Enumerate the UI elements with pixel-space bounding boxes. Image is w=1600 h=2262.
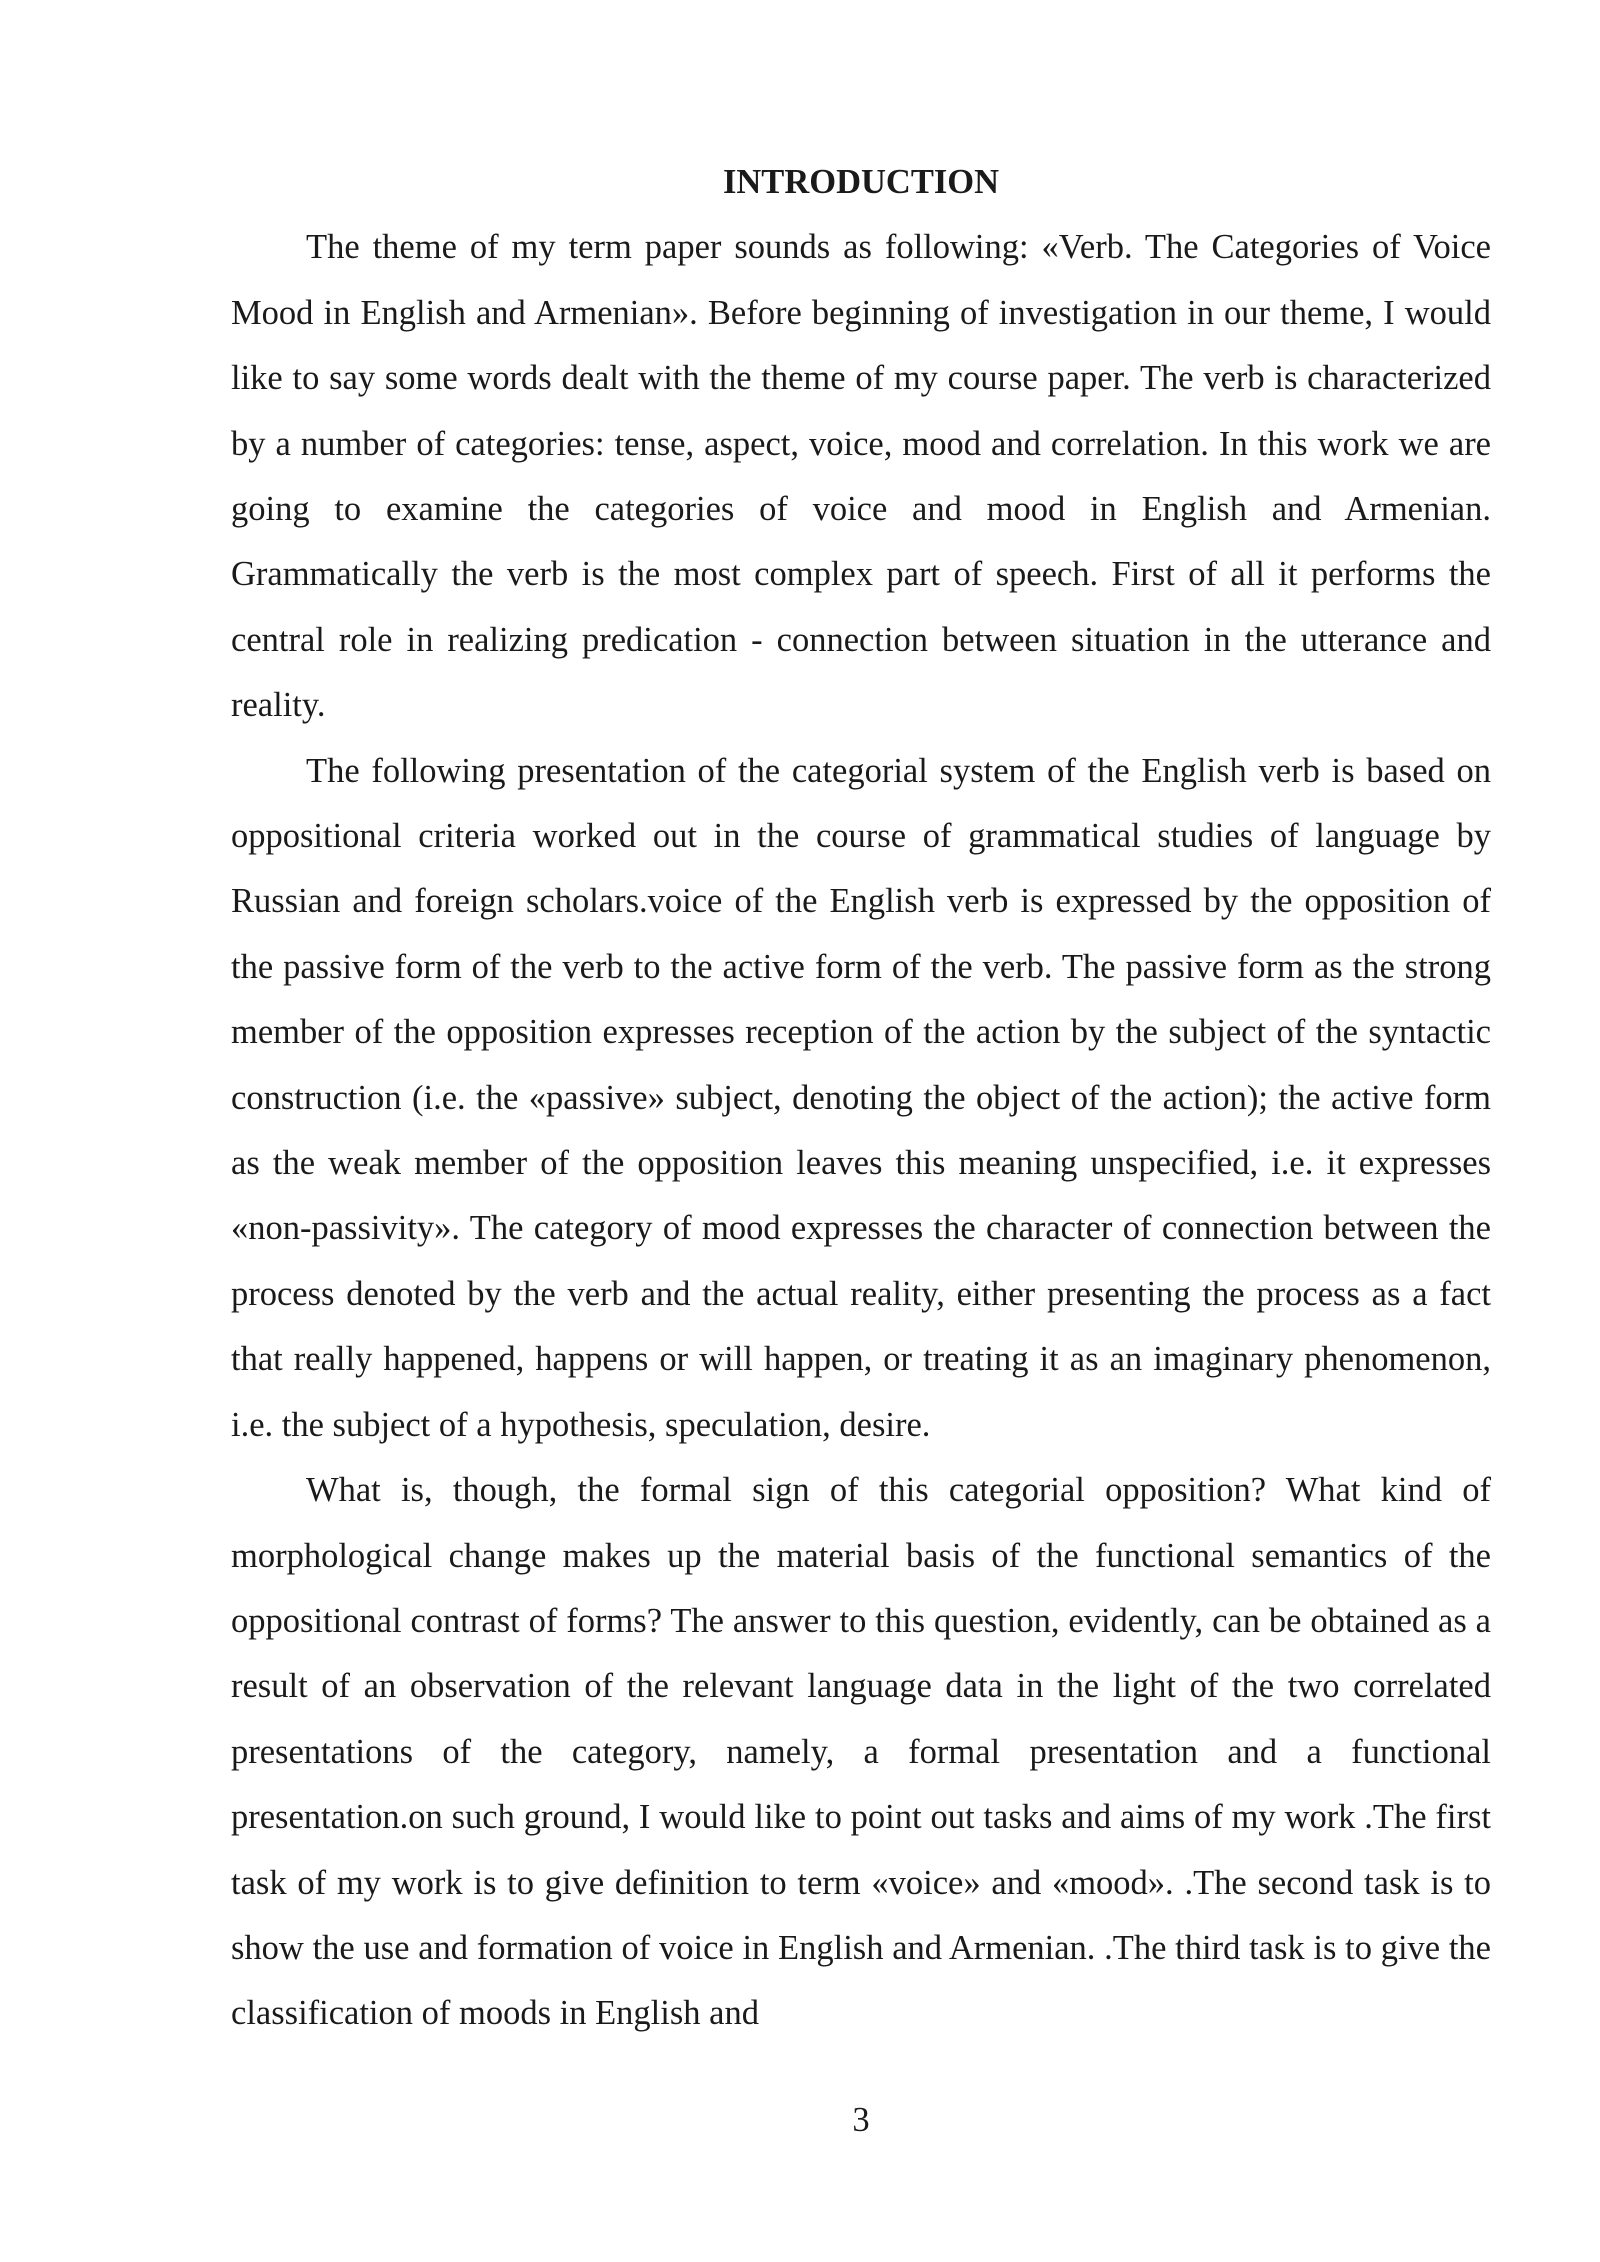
paragraph-2: The following presentation of the categorial system of the English verb is based on oppositional criteria worked out in the course of grammatical studies of language by Russian and foreign scholars.voice of the English verb is expressed by the opposition of the passive form of the verb to the active form of the verb. The passive form as the strong member of the opposition expresses reception of the action by the subject of the syntactic construction (i.e. the «passive» subject, denoting the object of the action); the active form as the weak member of the opposition leaves this meaning unspecified, i.e. it expresses «non-passivity». The category of mood expresses the character of connection between the process denoted by the verb and the actual reality, either presenting the process as a fact that really happened, happens or will happen, or treating it as an imaginary phenomenon, i.e. the subject of a hypothesis, speculation, desire. — [231, 751, 1491, 1444]
paragraph-1: The theme of my term paper sounds as following: «Verb. The Categories of Voice Mood in English and Armenian». Before beginning of investigation in our theme, I would like to say some words dealt with the theme of my course paper. The verb is characterized by a number of categories: tense, aspect, voice, mood and correlation. In this work we are going to examine the categories of voice and mood in English and Armenian. Grammatically the verb is the most complex part of speech. First of all it performs the central role in realizing predication - connection between situation in the utterance and reality. — [231, 228, 1491, 725]
page-number: 3 — [852, 2101, 870, 2139]
page-body — [231, 150, 1491, 2047]
section-heading: INTRODUCTION — [722, 163, 1000, 201]
paragraph-3: What is, though, the formal sign of this categorial opposition? What kind of morphological change makes up the material basis of the functional semantics of the oppositional contrast of forms? The answer to this question, evidently, can be obtained as a result of an observation of the relevant language data in the light of the two correlated presentations of the category, namely, a formal presentation and a functional presentation.on such ground, I would like to point out tasks and aims of my work .The first task of my work is to give definition to term «voice» and «mood». .The second task is to show the use and formation of voice in English and Armenian. .The third task is to give the classification of moods in English and — [231, 1471, 1491, 2033]
